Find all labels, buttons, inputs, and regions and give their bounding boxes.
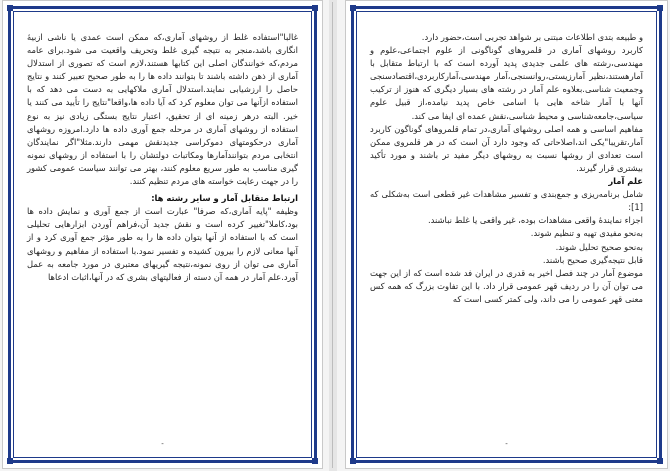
book-spine <box>329 0 337 471</box>
left-paragraph-2: وظیفه "پایه آماری،که صرفا" عبارت است از جمع آوری و نمایش داده ها بود،کاملا"تغییر کرده است و نقش جدید آن،فراهم آوردن ابزارهایی تحلیلی است که با استفاده از آنها بتوان داده ها را به طور مؤثر جمع آوری کرد و از آنها معانی لازم را بیرون کشیده و تفسیر نمود.با استفاده از مفاهیم و روشهای آماری می توان از روی نمونه،نتیجه گیریهای معتبری در مورد جامعه به عمل آورد.علم آمار در همه آن دسته از فعالیتهای بشری که در آنها،اثبات ادعاها <box>27 206 298 282</box>
right-page-content <box>370 31 643 306</box>
corner-ornament <box>312 5 318 11</box>
list-item: اجزاء نمایندهٔ واقعی مشاهدات بوده، غیر واقعی یا غلط نباشند. <box>427 215 643 226</box>
right-paragraph-2: کاربرد روشهای آماری در قلمروهای گوناگونی از علوم اجتماعی،علوم و مهندسی،رشته های علمی جدیدی پدید آورده است که با ارتباط متقابل با آمارهستند،نظیر آمارزیستی،روانسنجی،آمار مهندسی،آمارکاربردی،اقتصادسنجی وجمعیت شناسی.بعلاوه علم آمار در رشته های بسیار دیگری که هنوز از ترکیب آنها با آمار شاخه هایی با اسامی خاص پدید نیامده،از قبیل علوم سیاسی،جامعه‌شناسی و محیط شناسی،نقش عمده ای ایفا می کند. <box>370 45 643 121</box>
right-page-number: - <box>505 440 508 448</box>
left-paragraph-1: غالبا"استفاده غلط از روشهای آماری،که ممکن است عمدی یا ناشی ازبیهٔ انگاری باشد،منجر به نتیجه گیری غلط وتحریف واقعیت می شود.برای عامه مردم،که خوانندگان اصلی این کتابها هستند،لازم است که تصوری از استدلال آماری از ذهن داشته باشند تا بتوانند داده ها را به طور صحیح تعبیر کنند و نتایج حاصل را ارزشیابی نمایند.استدلال آماری ملاکهایی به دست می دهد که با استفاده ازآنها می توان معلوم کرد که آیا داده ها،واقعا"نتایج را تأیید می کنند یا خیر. البته درهر زمینه ای از تحقیق، اعتبار نتایج بستگی زیادی نیز به نوع استفاده از روشهای آماری در مرحله جمع آوری داده ها دارد.امروزه روشهای آماری درحکومتهای دموکراسی جدیدنقش مهمی دارند.مثلا"اگر نمایندگان انتخابی مردم بتوانندآمارها ومکاتبات دولتشان را با استفاده از روشهای نمونه گیری مناسب به طور سریع معلوم کنند، بهتر می توانند سیاست عمومی کشور را در جهت رعایت خواسته های مردم تنظیم کنند. <box>27 32 298 187</box>
corner-ornament <box>7 458 13 464</box>
corner-ornament <box>657 5 663 11</box>
list-item: به‌نحو مفیدی تهیه و تنظیم شوند. <box>530 228 643 239</box>
left-page-number: - <box>161 440 164 448</box>
right-paragraph-3: مفاهیم اساسی و همه اصلی روشهای آماری،در تمام قلمروهای گوناگون کاربرد آمار،تقریبا"یکی اند،اصلاحاتی که وجود دارد آن است که در هر قلمروی ممکن است تعدادی از روشها نسبت به روشهای دیگر مفید تر باشند و مورد تأکید بیشتری قرار گیرند. <box>370 123 643 173</box>
right-page <box>345 0 668 469</box>
right-paragraph-1: و طبیعه بتدی اطلاعات مبتنی بر شواهد تجربی است،حضور دارد. <box>421 32 643 42</box>
section-heading: علم آمار <box>608 176 643 187</box>
corner-ornament <box>7 5 13 11</box>
corner-ornament <box>312 458 318 464</box>
book-gutter-line <box>332 2 333 468</box>
right-paragraph-5: موضوع آمار در چند فصل اخیر به قدری در ایران فد شده است که از این جهت می توان آن را در ردیف قهر عمومی قرار داد. با این تفاوت بزرگ که همه کس معنی قهر عمومی را می داند، ولی کمتر کسی است که <box>370 267 643 304</box>
section-title: ارتباط متقابل آمار و سایر رشته ها: <box>151 193 298 204</box>
left-page <box>2 0 323 469</box>
list-item: قابل نتیجه‌گیری صحیح باشند. <box>542 254 643 265</box>
list-item: به‌نحو صحیح تحلیل شوند. <box>555 241 643 252</box>
right-paragraph-4: شامل برنامه‌ریزی و جمع‌بندی و تفسیر مشاهدات غیر قطعی است به‌شکلی که [1]: <box>370 189 643 213</box>
corner-ornament <box>350 5 356 11</box>
corner-ornament <box>657 458 663 464</box>
left-page-content <box>27 31 298 284</box>
corner-ornament <box>350 458 356 464</box>
